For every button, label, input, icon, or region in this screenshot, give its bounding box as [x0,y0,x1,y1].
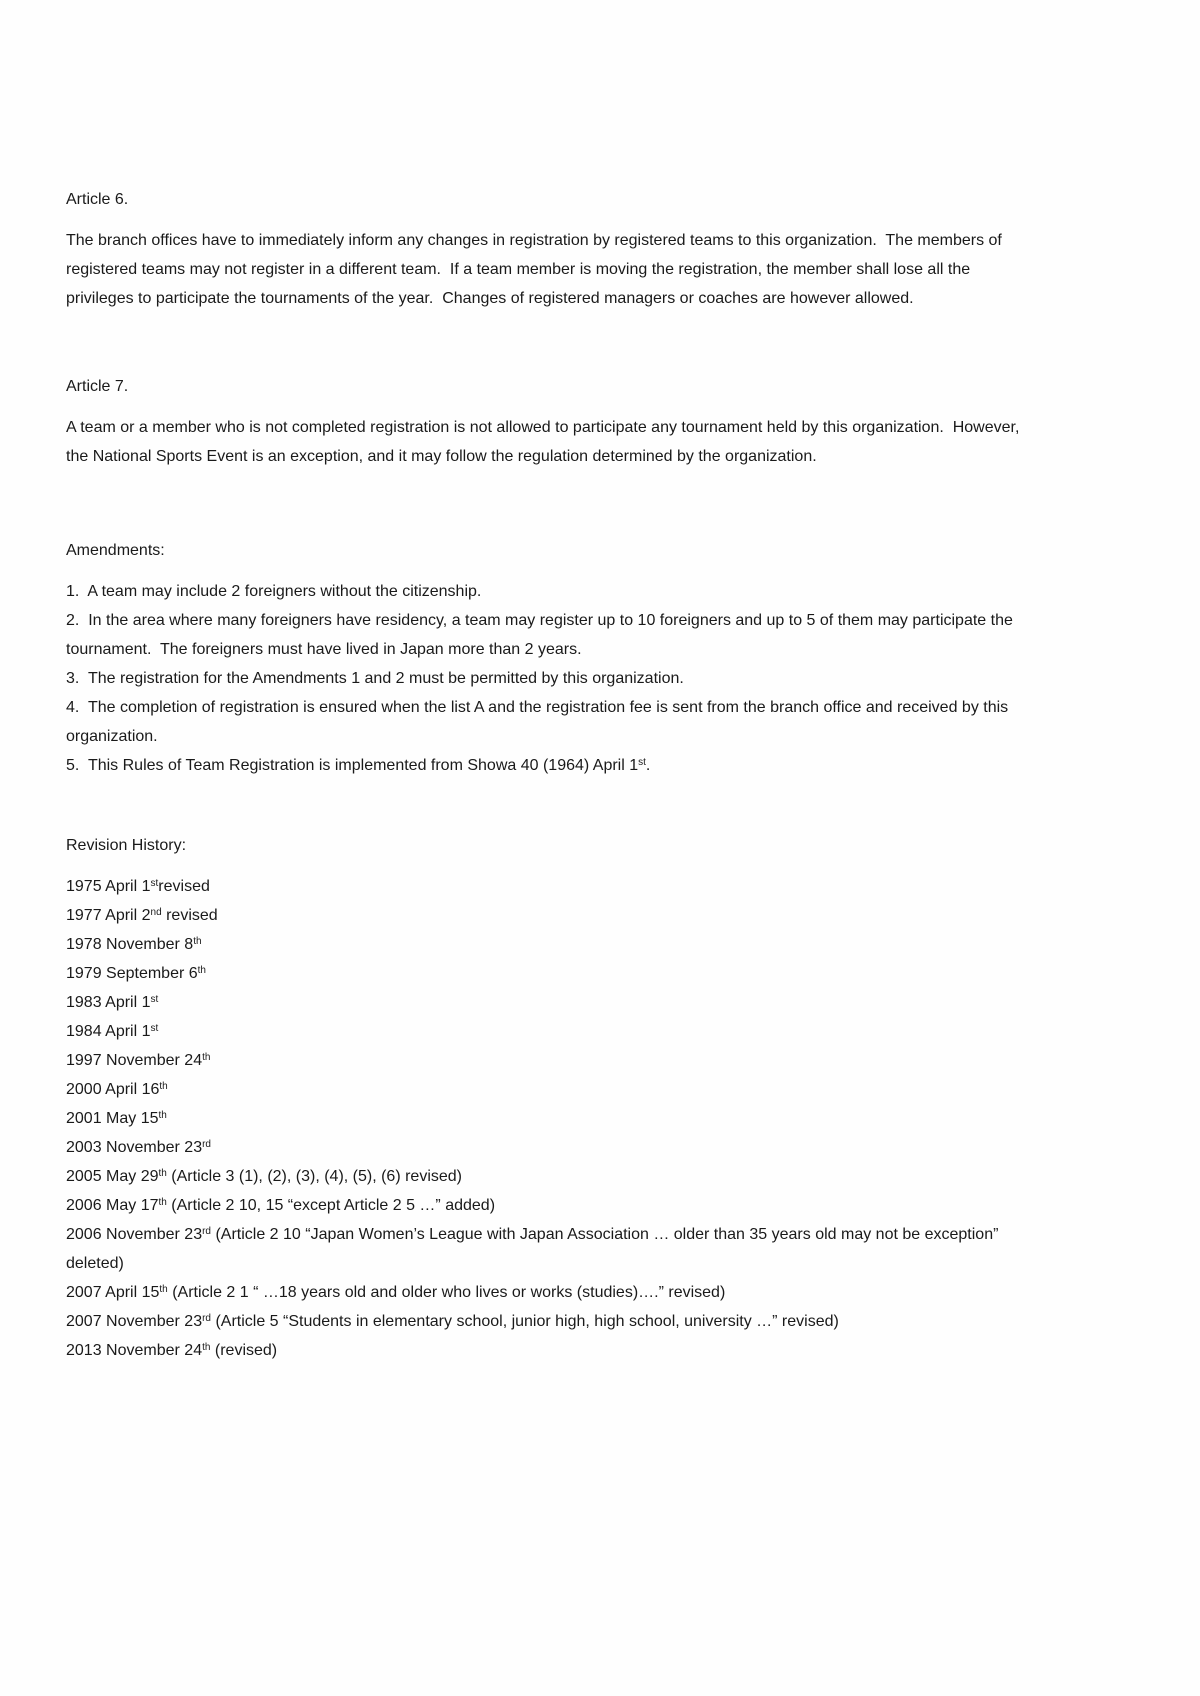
revision-item: 2006 May 17th (Article 2 10, 15 “except Article 2 5 …” added) [66,1197,496,1214]
revision-item: 2003 November 23rd [66,1139,211,1156]
revision-item: 2007 April 15th (Article 2 1 “ …18 years old and older who lives or works (studies)….” revised) [66,1284,726,1301]
revision-item: 2006 November 23rd (Article 2 10 “Japan Women’s League with Japan Association … older than 35 years old may not be exception” deleted) [66,1226,1003,1272]
revision-item: 1983 April 1st [66,994,159,1011]
amendments-heading: Amendments: [66,542,165,559]
article6-heading: Article 6. [66,191,129,208]
amendment-item: 1. A team may include 2 foreigners without the citizenship. [66,583,482,600]
revision-item: 2005 May 29th (Article 3 (1), (2), (3), (4), (5), (6) revised) [66,1168,463,1185]
revision-item: 1984 April 1st [66,1023,159,1040]
revision-item: 1977 April 2nd revised [66,907,218,924]
revision-item: 2007 November 23rd (Article 5 “Students in elementary school, junior high, high school, university …” revised) [66,1313,839,1330]
revision-history-list [66,872,1041,1365]
amendment-item: 5. This Rules of Team Registration is implemented from Showa 40 (1964) April 1st. [66,757,651,774]
amendment-item: 2. In the area where many foreigners have residency, a team may register up to 10 foreigners and up to 5 of them may participate the tournament. The foreigners must have lived in Japan more than 2 years. [66,612,1018,658]
amendment-item: 3. The registration for the Amendments 1 and 2 must be permitted by this organization. [66,670,684,687]
revision-item: 1978 November 8th [66,936,202,953]
amendment-item: 4. The completion of registration is ensured when the list A and the registration fee is sent from the branch office and received by this organization. [66,699,1013,745]
amendments-list [66,577,1041,780]
article6-body: The branch offices have to immediately inform any changes in registration by registered teams to this organization. The members of registered teams may not register in a different team. If a team member is moving the registration, the member shall lose all the privileges to participate the tournaments of the year. Changes of registered managers or coaches are however allowed. [66,232,1007,307]
revision-item: 2013 November 24th (revised) [66,1342,278,1359]
revision-item: 2001 May 15th [66,1110,167,1127]
article7-heading: Article 7. [66,378,129,395]
revision-item: 2000 April 16th [66,1081,168,1098]
revision-item: 1997 November 24th [66,1052,211,1069]
revision-item: 1979 September 6th [66,965,206,982]
revision-item: 1975 April 1strevised [66,878,210,895]
article7-body: A team or a member who is not completed registration is not allowed to participate any tournament held by this organization. However, the National Sports Event is an exception, and it may follow the regulation determined by the organization. [66,419,1024,465]
revision-history-heading: Revision History: [66,837,187,854]
